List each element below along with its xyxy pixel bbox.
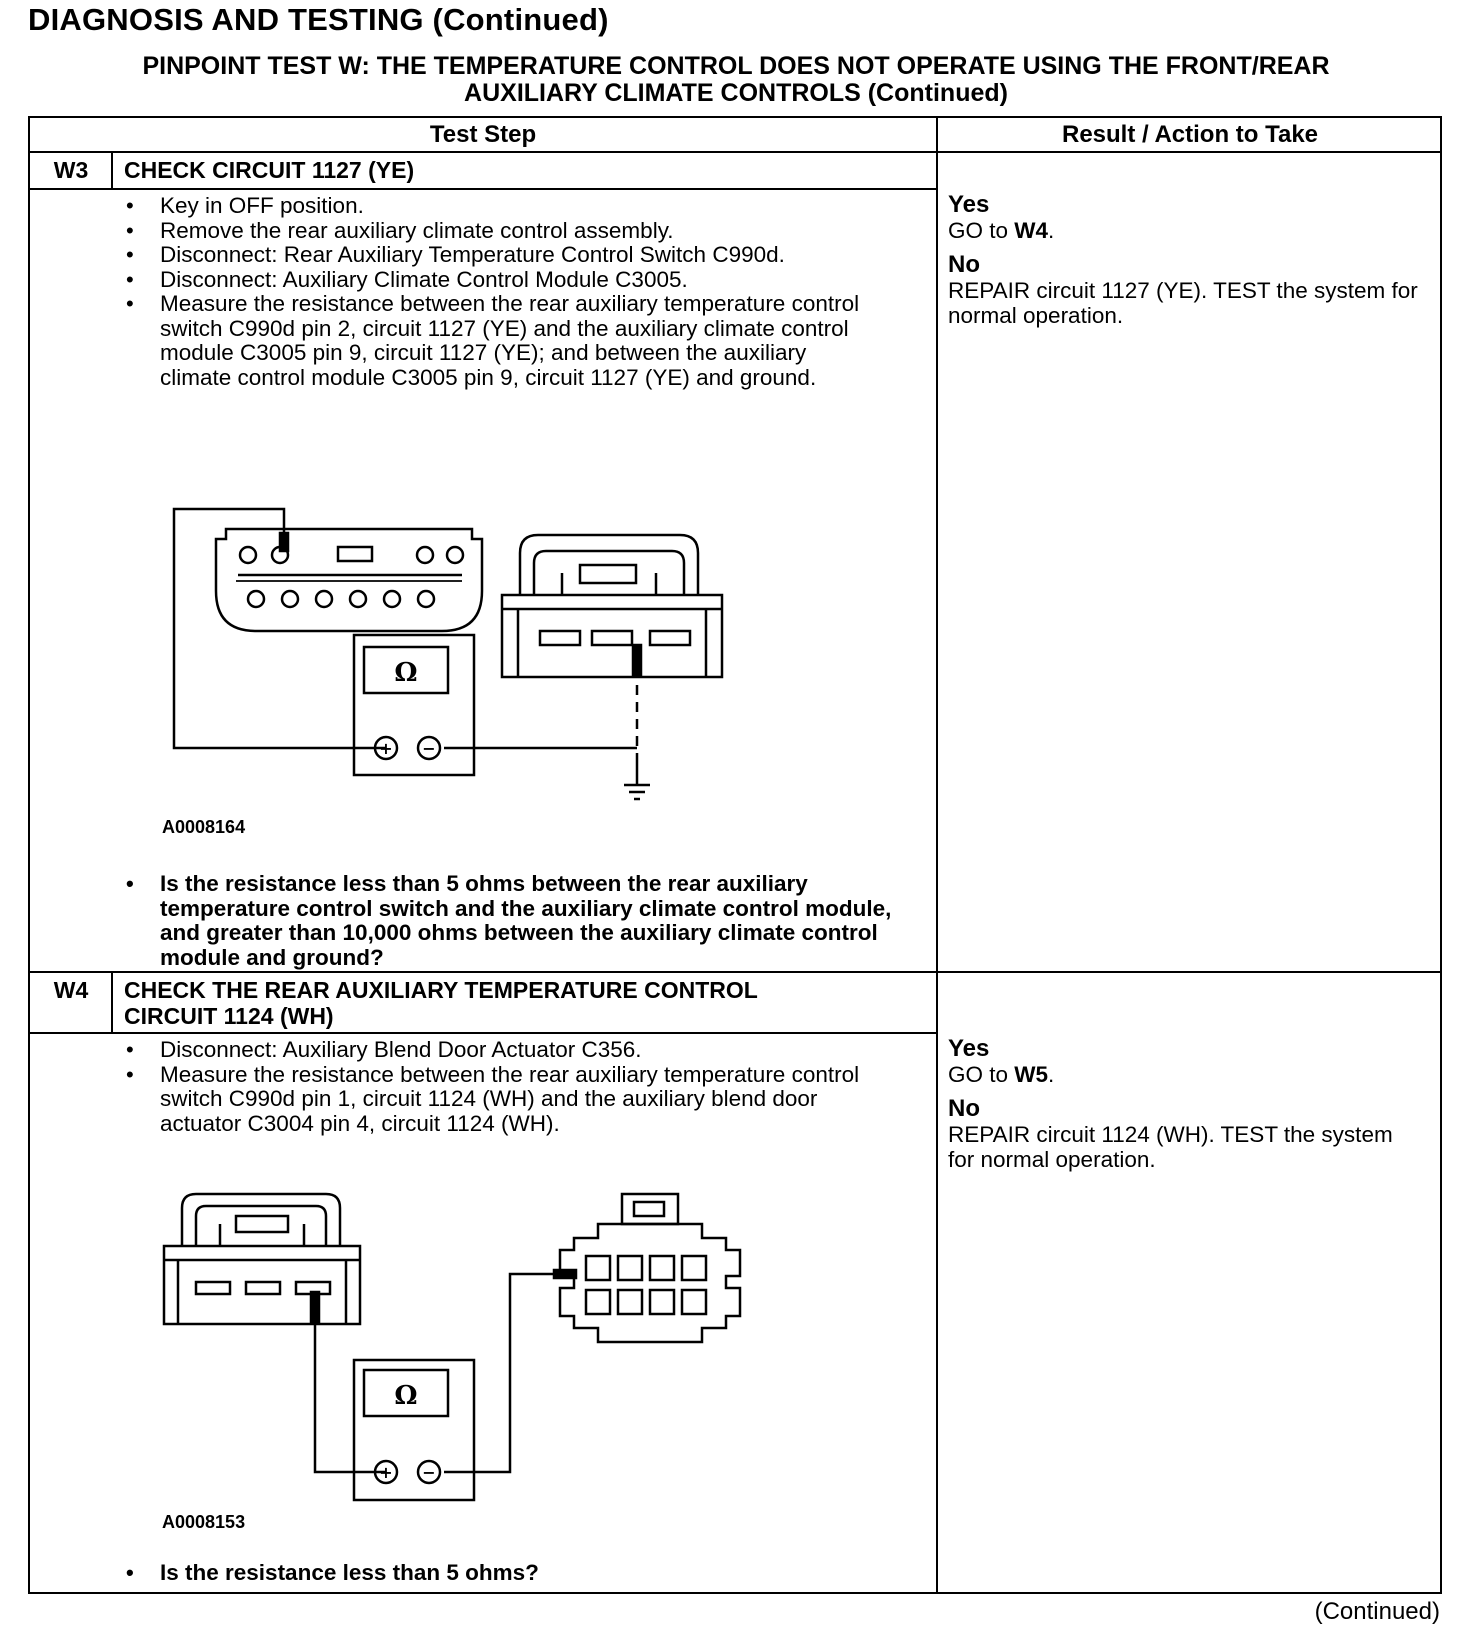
step-title-divider bbox=[28, 1032, 938, 1034]
step-title-divider bbox=[28, 188, 938, 190]
step-title: CHECK CIRCUIT 1127 (YE) bbox=[124, 157, 415, 183]
goto-step-link[interactable]: W5 bbox=[1014, 1062, 1049, 1087]
list-item: • Measure the resistance between the rear auxiliary temperature control switch C990d pin 2, circuit 1127 (YE) and the auxiliary climate control module C3005 pin 9, circuit 1127 (YE); and between the auxiliary climate control module C3005 pin 9, circuit 1127 (YE) and ground. bbox=[122, 292, 882, 390]
result-w3 bbox=[948, 191, 1418, 328]
pinpoint-test-title: PINPOINT TEST W: THE TEMPERATURE CONTROL DOES NOT OPERATE USING THE FRONT/REAR bbox=[142, 52, 1330, 80]
test-lead-negative bbox=[444, 1274, 570, 1472]
list-item: • Key in OFF position. bbox=[122, 194, 882, 219]
connector-c3004 bbox=[560, 1194, 740, 1342]
connector-c990d bbox=[216, 529, 482, 631]
meter-symbol: Ω bbox=[394, 658, 418, 688]
step-divider bbox=[28, 971, 1442, 973]
step-id: W3 bbox=[53, 157, 89, 183]
probe-tip bbox=[280, 533, 288, 551]
wiring-diagram-w4 bbox=[150, 1180, 780, 1510]
page-title: DIAGNOSIS AND TESTING (Continued) bbox=[28, 2, 609, 37]
yes-action: GO to W4. bbox=[948, 218, 1055, 243]
minus-terminal-icon: − bbox=[422, 739, 436, 758]
probe-tip bbox=[311, 1292, 319, 1322]
ohmmeter bbox=[354, 635, 474, 775]
figure-id: A0008164 bbox=[162, 817, 246, 837]
meter-symbol: Ω bbox=[394, 1381, 418, 1411]
result-w4 bbox=[948, 1035, 1418, 1172]
column-header-test-step: Test Step bbox=[429, 121, 537, 148]
no-action: REPAIR circuit 1124 (WH). TEST the system for normal operation. bbox=[948, 1122, 1393, 1172]
minus-terminal-icon: − bbox=[422, 1463, 436, 1482]
wiring-diagram-w3 bbox=[150, 495, 780, 825]
step-id: W4 bbox=[53, 977, 89, 1003]
pinpoint-test-title-continued: AUXILIARY CLIMATE CONTROLS (Continued) bbox=[464, 79, 1008, 107]
yes-label: Yes bbox=[948, 1035, 990, 1062]
list-item: • Disconnect: Rear Auxiliary Temperature Control Switch C990d. bbox=[122, 243, 882, 268]
list-item: • Disconnect: Auxiliary Climate Control Module C3005. bbox=[122, 268, 882, 293]
step-instructions bbox=[122, 1038, 882, 1136]
step-title-continued: CIRCUIT 1124 (WH) bbox=[124, 1003, 334, 1029]
continued-label: (Continued) bbox=[1314, 1598, 1440, 1625]
ground-symbol bbox=[624, 763, 650, 799]
goto-step-link[interactable]: W4 bbox=[1014, 218, 1049, 243]
column-divider bbox=[936, 116, 938, 1594]
yes-action: GO to W5. bbox=[948, 1062, 1055, 1087]
list-item: • Disconnect: Auxiliary Blend Door Actuator C356. bbox=[122, 1038, 882, 1063]
list-item: • Measure the resistance between the rear auxiliary temperature control switch C990d pin 1, circuit 1124 (WH) and the auxiliary blend door actuator C3004 pin 4, circuit 1124 (WH). bbox=[122, 1063, 882, 1137]
step-question bbox=[122, 872, 902, 970]
header-divider bbox=[28, 151, 1442, 153]
list-item: • Is the resistance less than 5 ohms between the rear auxiliary temperature control switch and the auxiliary climate control module, and greater than 10,000 ohms between the auxiliary climate control module and ground? bbox=[122, 872, 902, 970]
no-action: REPAIR circuit 1127 (YE). TEST the system for normal operation. bbox=[948, 278, 1418, 328]
step-instructions bbox=[122, 194, 882, 390]
connector-c3005 bbox=[502, 535, 722, 677]
step-title: CHECK THE REAR AUXILIARY TEMPERATURE CONTROL bbox=[124, 977, 758, 1003]
test-lead-positive bbox=[315, 1322, 386, 1472]
step-question bbox=[122, 1561, 902, 1586]
no-label: No bbox=[948, 251, 980, 278]
connector-c990d bbox=[164, 1194, 360, 1324]
yes-label: Yes bbox=[948, 191, 990, 218]
probe-tip bbox=[633, 645, 641, 675]
list-item: • Remove the rear auxiliary climate control assembly. bbox=[122, 219, 882, 244]
plus-terminal-icon: + bbox=[379, 739, 393, 758]
plus-terminal-icon: + bbox=[379, 1463, 393, 1482]
figure-id: A0008153 bbox=[162, 1512, 246, 1532]
no-label: No bbox=[948, 1095, 980, 1122]
list-item: • Is the resistance less than 5 ohms? bbox=[122, 1561, 902, 1586]
column-header-result: Result / Action to Take bbox=[1061, 121, 1319, 148]
